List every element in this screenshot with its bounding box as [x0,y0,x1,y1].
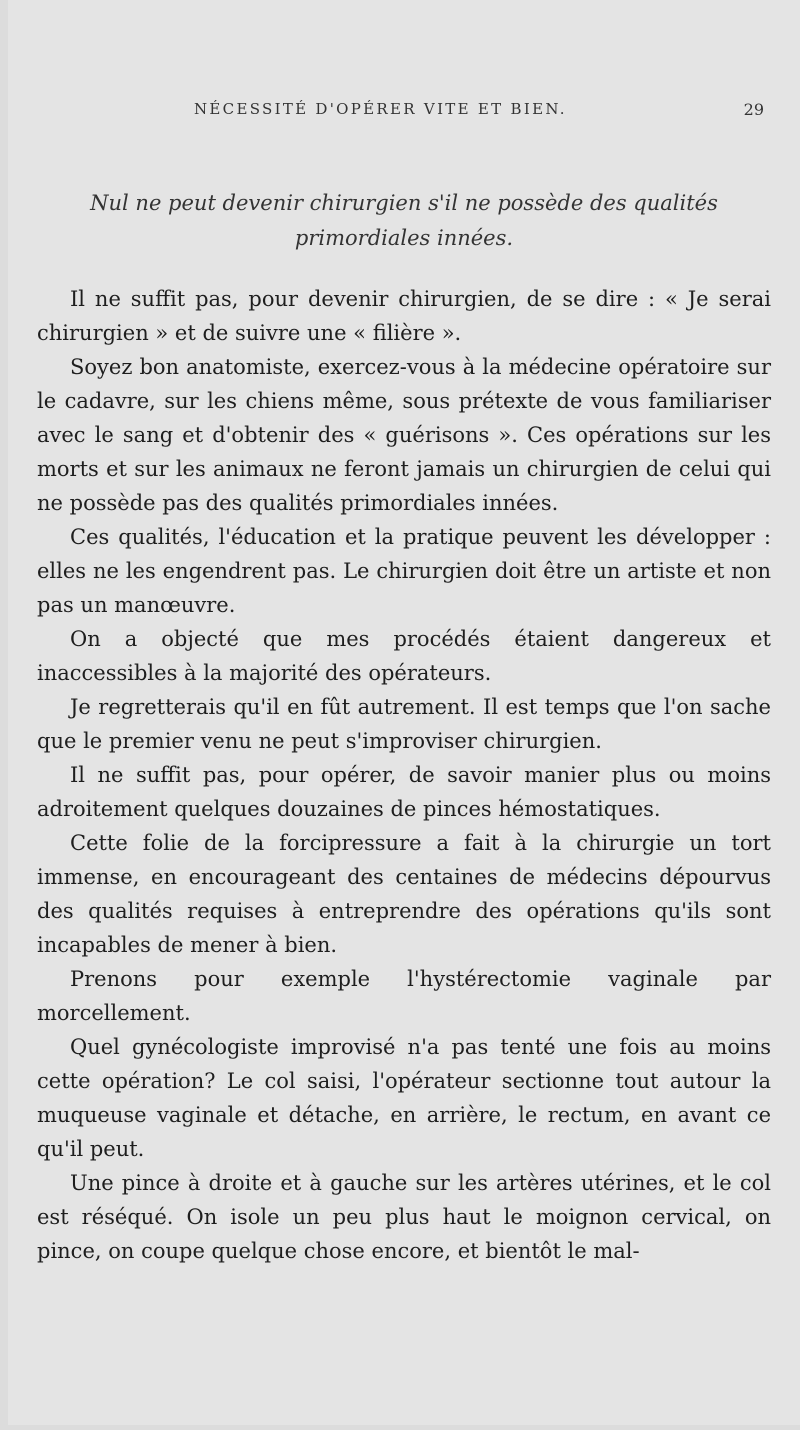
paragraph: Il ne suffit pas, pour devenir chirurgien, de se dire : « Je serai chirurgien » et de suivre une « filière ». [37,287,771,345]
paragraph: Quel gynécologiste improvisé n'a pas tenté une fois au moins cette opération? Le col saisi, l'opérateur sectionne tout autour la muqueuse vaginale et détache, en arrière, le rectum, en avant ce qu'il peut. [37,1035,771,1161]
section-heading: Nul ne peut devenir chirurgien s'il ne possède des qualités primordiales innées. [90,191,718,250]
paragraph: Cette folie de la forcipressure a fait à la chirurgie un tort immense, en encourageant des centaines de médecins dépourvus des qualités requises à entreprendre des opérations qu'ils sont incapables de mener à bien. [37,831,771,957]
book-page [8,0,800,1425]
body-text [37,282,771,1268]
paragraph: Une pince à droite et à gauche sur les artères utérines, et le col est réséqué. On isole un peu plus haut le moignon cervical, on pince, on coupe quelque chose encore, et bientôt le mal- [37,1171,771,1263]
paragraph: On a objecté que mes procédés étaient dangereux et inaccessibles à la majorité des opérateurs. [37,627,771,685]
paragraph: Ces qualités, l'éducation et la pratique peuvent les développer : elles ne les engendrent pas. Le chirurgien doit être un artiste et non pas un manœuvre. [37,525,771,617]
running-head [8,100,800,126]
page-number: 29 [743,100,764,119]
paragraph: Prenons pour exemple l'hystérectomie vaginale par morcellement. [37,967,771,1025]
paragraph: Il ne suffit pas, pour opérer, de savoir manier plus ou moins adroitement quelques douzaines de pinces hémostatiques. [37,763,771,821]
paragraph: Soyez bon anatomiste, exercez-vous à la médecine opératoire sur le cadavre, sur les chiens même, sous prétexte de vous familiariser avec le sang et d'obtenir des « guérisons ». Ces opérations sur les morts et sur les animaux ne feront jamais un chirurgien de celui qui ne possède pas des qualités primordiales innées. [37,355,771,515]
running-title: NÉCESSITÉ D'OPÉRER VITE ET BIEN. [194,100,567,118]
paragraph: Je regretterais qu'il en fût autrement. Il est temps que l'on sache que le premier venu ne peut s'improviser chirurgien. [37,695,771,753]
